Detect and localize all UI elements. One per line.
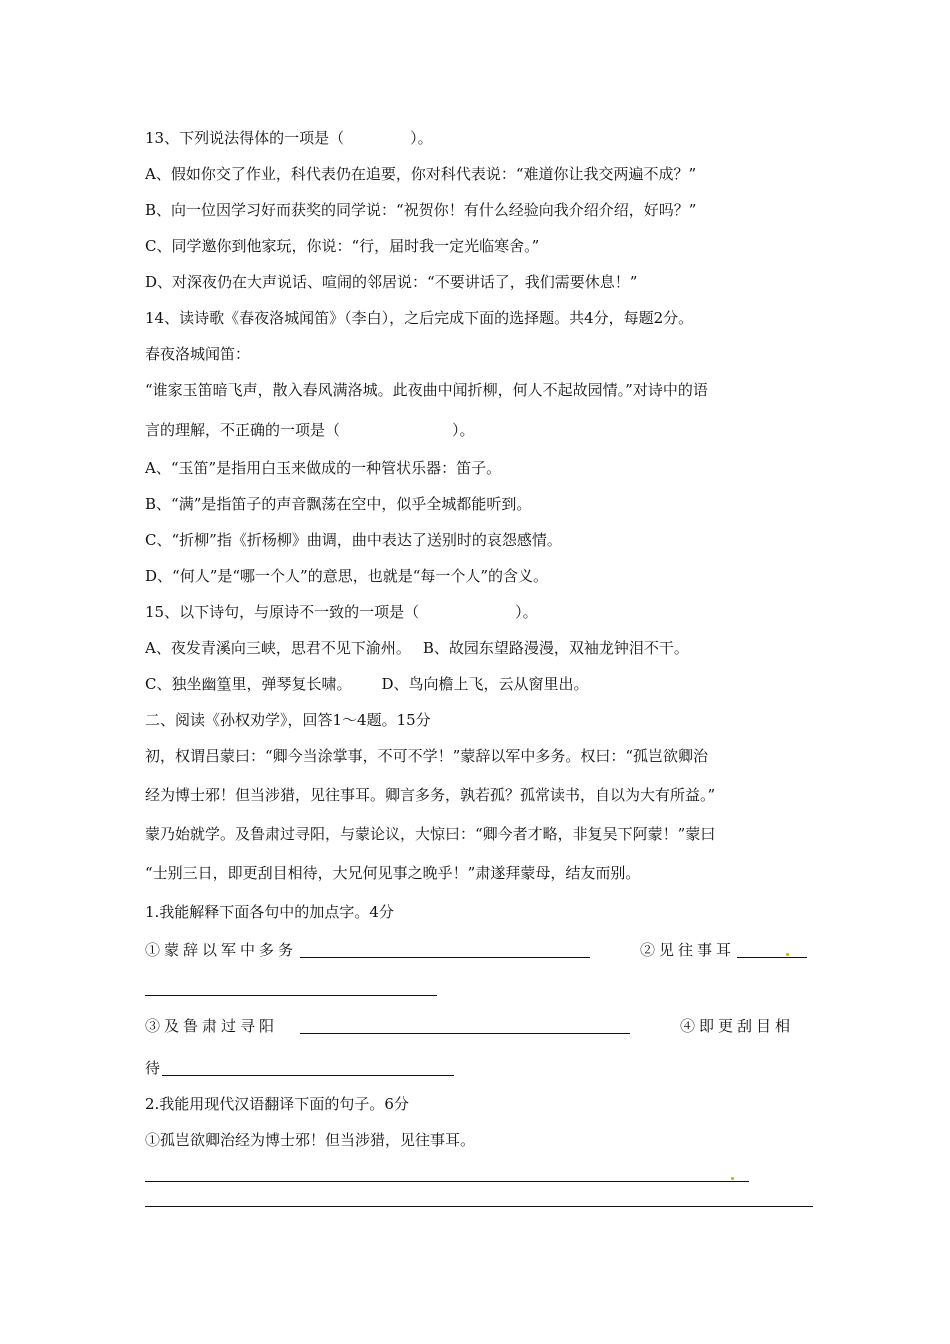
poem-title: 春夜洛城闻笛： [145,345,251,363]
section2-heading: 二、阅读《孙权劝学》，回答1～4题。15分 [145,711,431,729]
q13-option-c: C、同学邀你到他家玩，你说：“行，届时我一定光临寒舍。” [145,237,540,255]
answer-line-2-cont[interactable] [145,995,437,996]
answer-line-2[interactable] [737,957,807,958]
q14-question: 言的理解，不正确的一项是（ ）。 [145,421,475,439]
marker-dot [786,953,789,956]
task2-item-1: ①孤岂欲卿治经为博士邪！但当涉猎，见往事耳。 [145,1131,476,1149]
translation-line-1[interactable] [145,1181,749,1182]
q14-option-a: A、“玉笛”是指用白玉来做成的一种管状乐器：笛子。 [145,459,502,477]
translation-line-2[interactable] [145,1206,813,1207]
passage-line-3: 蒙乃始就学。及鲁肃过寻阳，与蒙论议，大惊曰：“卿今者才略，非复吴下阿蒙！”蒙曰 [145,825,716,843]
task1-item-1: ①蒙辞以军中多务 [145,941,298,959]
marker-dot [731,1177,734,1180]
q13-stem: 13、下列说法得体的一项是（ ）。 [145,129,433,147]
q15-options-ab [145,638,689,658]
answer-line-3[interactable] [300,1033,630,1034]
q15-option-d: D、鸟向檐上飞，云从窗里出。 [381,675,589,693]
q14-option-d: D、“何人”是“哪一个人”的意思，也就是“每一个人”的含义。 [145,567,549,585]
answer-line-1[interactable] [300,957,590,958]
q14-option-b: B、“满”是指笛子的声音飘荡在空中，似乎全城都能听到。 [145,495,532,513]
passage-line-4: “士别三日，即更刮目相待，大兄何见事之晚乎！”肃遂拜蒙母，结友而别。 [145,864,641,882]
q13-option-d: D、对深夜仍在大声说话、喧闹的邻居说：“不要讲话了，我们需要休息！” [145,273,638,291]
answer-line-4[interactable] [162,1075,454,1076]
task1-item-4-cont: 待 [145,1059,161,1077]
q13-option-a: A、假如你交了作业，科代表仍在追要，你对科代表说：“难道你让我交两遍不成？” [145,165,697,183]
q14-stem: 14、读诗歌《春夜洛城闻笛》（李白），之后完成下面的选择题。共4分，每题2分。 [145,309,694,327]
passage-line-1: 初，权谓吕蒙曰：“卿今当涂掌事，不可不学！”蒙辞以军中多务。权曰：“孤岂欲卿治 [145,747,709,765]
task1-item-4: ④即更刮目相 [680,1017,795,1035]
task1-item-2: ②见往事耳 [640,941,736,959]
q13-option-b: B、向一位因学习好而获奖的同学说：“祝贺你！有什么经验向我介绍介绍，好吗？” [145,201,697,219]
task1-item-3: ③及鲁肃过寻阳 [145,1017,279,1035]
poem-text: “谁家玉笛暗飞声，散入春风满洛城。此夜曲中闻折柳，何人不起故园情。”对诗中的语 [145,381,708,399]
q15-stem: 15、以下诗句，与原诗不一致的一项是（ ）。 [145,603,538,621]
task2-heading: 2.我能用现代汉语翻译下面的句子。6分 [145,1095,409,1113]
q15-option-b: B、故园东望路漫漫，双袖龙钟泪不干。 [422,639,689,657]
q14-option-c: C、“折柳”指《折杨柳》曲调，曲中表达了送别时的哀怨感情。 [145,531,562,549]
task1-heading: 1.我能解释下面各句中的加点字。4分 [145,903,394,921]
q15-option-a: A、夜发青溪向三峡，思君不见下渝州。 [145,639,411,657]
q15-option-c: C、独坐幽篁里，弹琴复长啸。 [145,675,352,693]
passage-line-2: 经为博士邪！但当涉猎，见往事耳。卿言多务，孰若孤？孤常读书，自以为大有所益。” [145,786,716,804]
q15-options-cd [145,674,589,694]
